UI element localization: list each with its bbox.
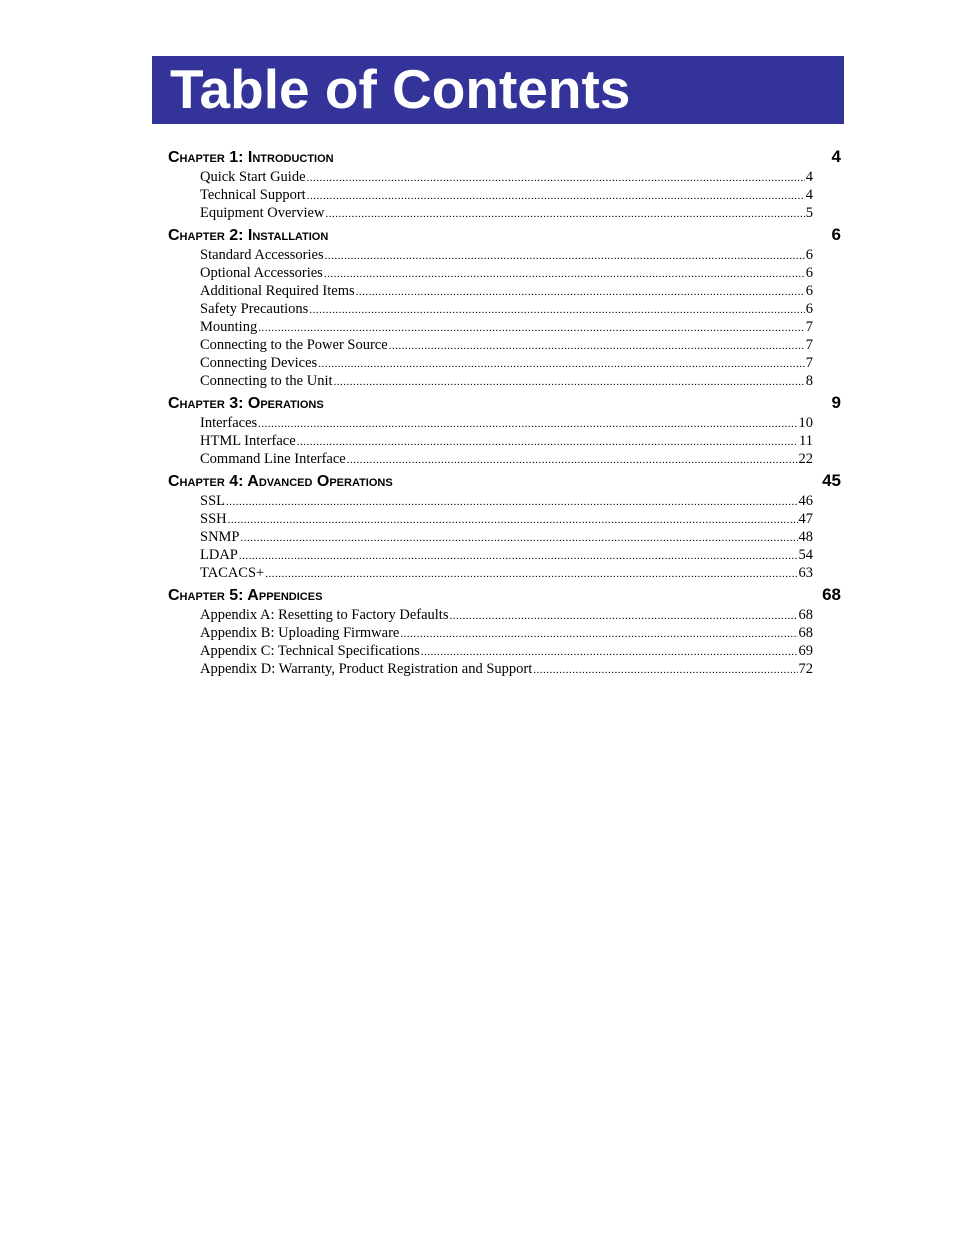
entry-page-number: 69: [798, 643, 813, 659]
entry-page-number: 10: [798, 415, 813, 431]
entry-title: LDAP: [200, 547, 238, 563]
toc-entry[interactable]: [200, 318, 813, 336]
toc-entry[interactable]: [200, 372, 813, 390]
entry-page-number: 4: [805, 187, 813, 203]
toc-entry[interactable]: [200, 528, 813, 546]
entry-page-number: 48: [798, 529, 813, 545]
entry-page-number: 6: [805, 265, 813, 281]
page-title: Table of Contents: [170, 58, 631, 120]
toc-entry[interactable]: [200, 546, 813, 564]
chapter-section: [168, 224, 844, 390]
dot-leader: [226, 496, 798, 510]
entry-page-number: 5: [805, 205, 813, 221]
dot-leader: [347, 454, 798, 468]
entry-title: Additional Required Items: [200, 283, 355, 299]
entry-page-number: 22: [798, 451, 813, 467]
dot-leader: [325, 250, 805, 264]
dot-leader: [356, 286, 805, 300]
entry-title: Quick Start Guide: [200, 169, 306, 185]
dot-leader: [449, 610, 797, 624]
dot-leader: [318, 358, 805, 372]
entry-page-number: 6: [805, 283, 813, 299]
toc-entry[interactable]: [200, 492, 813, 510]
toc-entry[interactable]: [200, 642, 813, 660]
chapter-page-number: 4: [831, 147, 841, 166]
entry-page-number: 8: [805, 373, 813, 389]
dot-leader: [334, 376, 805, 390]
chapter-title: Chapter 4: Advanced Operations: [168, 473, 393, 490]
chapter-title: Chapter 2: Installation: [168, 227, 329, 244]
toc-entry[interactable]: [200, 300, 813, 318]
chapter-section: [168, 392, 844, 468]
entry-title: TACACS+: [200, 565, 265, 581]
entry-page-number: 7: [805, 355, 813, 371]
chapter-page-number: 6: [831, 225, 841, 244]
chapter-page-number: 9: [831, 393, 841, 412]
dot-leader: [265, 568, 797, 582]
chapter-title: Chapter 1: Introduction: [168, 149, 334, 166]
section-list: [168, 606, 844, 678]
toc-entry[interactable]: [200, 168, 813, 186]
toc-entry[interactable]: [200, 246, 813, 264]
entry-title: Appendix A: Resetting to Factory Defaults: [200, 607, 449, 623]
entry-title: Interfaces: [200, 415, 258, 431]
chapter-page-number: 68: [822, 585, 841, 604]
toc-entry[interactable]: [200, 282, 813, 300]
entry-title: Command Line Interface: [200, 451, 346, 467]
entry-title: SNMP: [200, 529, 240, 545]
entry-title: Technical Support: [200, 187, 306, 203]
toc-entry[interactable]: [200, 510, 813, 528]
chapter-title: Chapter 5: Appendices: [168, 587, 323, 604]
dot-leader: [307, 172, 805, 186]
dot-leader: [258, 322, 805, 336]
chapter-page-number: 45: [822, 471, 841, 490]
entry-title: SSH: [200, 511, 227, 527]
entry-page-number: 6: [805, 247, 813, 263]
entry-title: Appendix C: Technical Specifications: [200, 643, 420, 659]
dot-leader: [400, 628, 797, 642]
entry-page-number: 68: [798, 607, 813, 623]
toc-entry[interactable]: [200, 264, 813, 282]
chapter-heading[interactable]: [168, 224, 841, 246]
toc-entry[interactable]: [200, 432, 813, 450]
entry-page-number: 7: [805, 337, 813, 353]
toc-entry[interactable]: [200, 450, 813, 468]
chapter-heading[interactable]: [168, 584, 841, 606]
dot-leader: [309, 304, 804, 318]
entry-page-number: 54: [798, 547, 813, 563]
entry-page-number: 68: [798, 625, 813, 641]
toc-entry[interactable]: [200, 414, 813, 432]
entry-title: SSL: [200, 493, 225, 509]
section-list: [168, 414, 844, 468]
dot-leader: [307, 190, 805, 204]
toc-entry[interactable]: [200, 204, 813, 222]
toc-entry[interactable]: [200, 660, 813, 678]
entry-title: Safety Precautions: [200, 301, 309, 317]
section-list: [168, 492, 844, 582]
toc-entry[interactable]: [200, 624, 813, 642]
entry-page-number: 72: [798, 661, 813, 677]
entry-title: Connecting to the Power Source: [200, 337, 388, 353]
entry-page-number: 46: [798, 493, 813, 509]
chapter-heading[interactable]: [168, 392, 841, 414]
toc-entry[interactable]: [200, 336, 813, 354]
section-list: [168, 246, 844, 390]
entry-title: HTML Interface: [200, 433, 296, 449]
toc-entry[interactable]: [200, 606, 813, 624]
entry-page-number: 4: [805, 169, 813, 185]
dot-leader: [324, 268, 805, 282]
dot-leader: [389, 340, 805, 354]
chapter-section: [168, 146, 844, 222]
dot-leader: [241, 532, 798, 546]
entry-title: Connecting to the Unit: [200, 373, 333, 389]
toc-entry[interactable]: [200, 564, 813, 582]
dot-leader: [297, 436, 798, 450]
entry-page-number: 63: [798, 565, 813, 581]
chapter-heading[interactable]: [168, 470, 841, 492]
entry-title: Optional Accessories: [200, 265, 323, 281]
entry-title: Connecting Devices: [200, 355, 318, 371]
chapter-heading[interactable]: [168, 146, 841, 168]
dot-leader: [258, 418, 797, 432]
entry-page-number: 7: [805, 319, 813, 335]
toc-entry[interactable]: [200, 186, 813, 204]
entry-title: Appendix B: Uploading Firmware: [200, 625, 400, 641]
chapter-title: Chapter 3: Operations: [168, 395, 324, 412]
entry-title: Mounting: [200, 319, 258, 335]
dot-leader: [325, 208, 804, 222]
section-list: [168, 168, 844, 222]
dot-leader: [228, 514, 798, 528]
entry-title: Appendix D: Warranty, Product Registration and Support: [200, 661, 533, 677]
title-banner: [152, 56, 844, 124]
dot-leader: [533, 664, 797, 678]
table-of-contents: [168, 144, 844, 678]
entry-title: Equipment Overview: [200, 205, 325, 221]
entry-title: Standard Accessories: [200, 247, 324, 263]
entry-page-number: 11: [799, 433, 813, 449]
toc-entry[interactable]: [200, 354, 813, 372]
dot-leader: [421, 646, 798, 660]
chapter-section: [168, 584, 844, 678]
entry-page-number: 6: [805, 301, 813, 317]
chapter-section: [168, 470, 844, 582]
dot-leader: [239, 550, 798, 564]
entry-page-number: 47: [798, 511, 813, 527]
